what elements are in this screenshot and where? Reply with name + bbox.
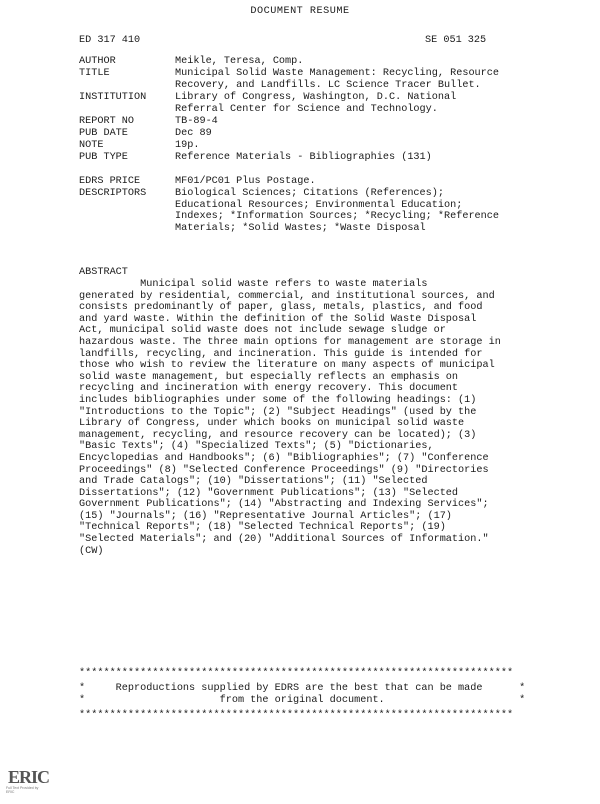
field-label: NOTE (79, 140, 104, 151)
document-title: DOCUMENT RESUME (250, 6, 350, 17)
field-label: DESCRIPTORS (79, 188, 147, 199)
eric-logo: ERIC (8, 767, 50, 787)
field-value: Municipal Solid Waste Management: Recycling, Resource Recovery, and Landfills. LC Science Tracer Bullet. (175, 68, 500, 91)
field-value: Biological Sciences; Citations (References); Educational Resources; Environmental Education; Indexes; *Information Sources; *Recycling; *Reference Materials; *Solid Wastes; *Waste Disposal (175, 188, 500, 234)
abstract-label: ABSTRACT (79, 267, 128, 278)
field-label: EDRS PRICE (79, 176, 141, 187)
footer-border-bottom: *********************************************************************** (79, 710, 514, 721)
field-label: TITLE (79, 68, 110, 79)
field-value: MF01/PC01 Plus Postage. (175, 176, 316, 187)
field-label: PUB TYPE (79, 152, 128, 163)
footer-border-top: *********************************************************************** (79, 668, 514, 679)
field-label: INSTITUTION (79, 92, 147, 103)
field-label: PUB DATE (79, 128, 128, 139)
field-value: TB-89-4 (175, 116, 218, 127)
field-value: Dec 89 (175, 128, 212, 139)
footer-line-1: * Reproductions supplied by EDRS are the best that can be made * (79, 683, 526, 694)
footer-line-2: * from the original document. * (79, 695, 526, 706)
field-value: 19p. (175, 140, 200, 151)
se-number: SE 051 325 (425, 35, 487, 46)
abstract-text: Municipal solid waste refers to waste materials generated by residential, commercial, and institutional sources, and consists predominantly of paper, glass, metals, plastics, and food and yard waste. Within the definition of the Solid Waste Disposal Act, municipal solid waste does not include sewage sludge or hazardous waste. The three main options for management are storage in landfills, recycling, and incineration. This guide is intended for those who wish to review the literature on many aspects of municipal solid waste management, but especially reflects an emphasis on recycling and incineration with energy recovery. This document includes bibliographies under some of the following headings: (1) "Introductions to the Topic"; (2) "Subject Headings" (used by the Library of Congress, under which books on municipal solid waste management, recycling, and resource recovery can be located); (3) "Basic Texts"; (4) "Specialized Texts"; (5) "Dictionaries, Encyclopedias and Handbooks"; (6) "Bibliographies"; (7) "Conference Proceedings" (8) "Selected Conference Proceedings" (9) "Directories and Trade Catalogs"; (10) "Dissertations"; (11) "Selected Dissertations"; (12) "Government Publications"; (13) "Selected Government Publications"; (14) "Abstracting and Indexing Services"; (15) "Journals"; (16) "Representative Journal Articles"; (17) "Technical Reports"; (18) "Selected Technical Reports"; (19) "Selected Materials"; and (20) "Additional Sources of Information." (CW) (79, 279, 501, 557)
field-value: Reference Materials - Bibliographies (131) (175, 152, 432, 163)
eric-logo-subtext: Full Text Provided by ERIC (6, 786, 39, 794)
field-value: Library of Congress, Washington, D.C. National Referral Center for Science and Technology. (175, 92, 457, 115)
field-label: AUTHOR (79, 56, 116, 67)
field-label: REPORT NO (79, 116, 135, 127)
field-value: Meikle, Teresa, Comp. (175, 56, 304, 67)
ed-number: ED 317 410 (79, 35, 141, 46)
